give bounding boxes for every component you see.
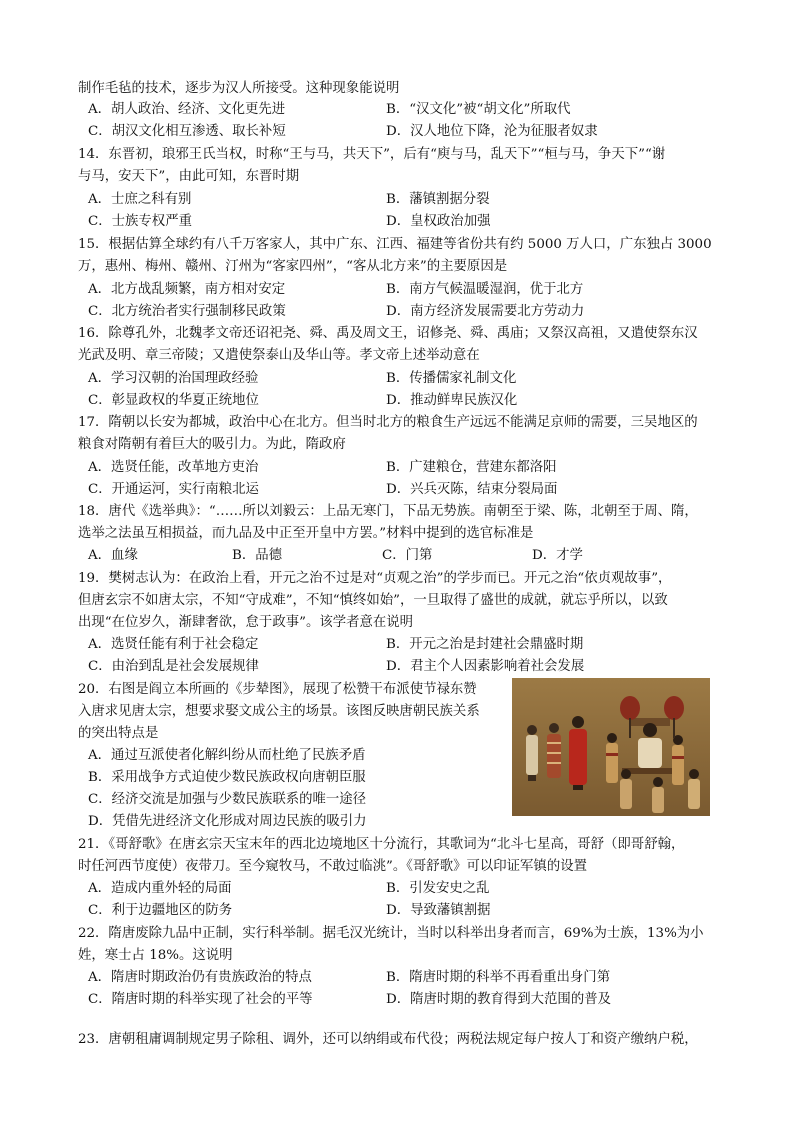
q16-stem-line2: 光武及明、章三帝陵；又遣使祭泰山及华山等。孝文帝上述举动意在 — [78, 348, 480, 363]
q15-option-d: D．南方经济发展需要北方劳动力 — [386, 304, 585, 319]
q16-option-d: D．推动鲜卑民族汉化 — [386, 393, 518, 408]
q14-stem-line2: 与马，安天下”，由此可知，东晋时期 — [78, 169, 300, 184]
q15-option-a: A．北方战乱频繁，南方相对安定 — [88, 282, 286, 297]
q19-option-c: C．由治到乱是社会发展规律 — [88, 659, 259, 674]
q14-option-b: B．藩镇割据分裂 — [386, 192, 490, 207]
q16-stem-line1: 16．除尊孔外，北魏孝文帝还诏祀尧、舜、禹及周文王，诏修尧、舜、禹庙；又祭汉高祖，又遣使祭东汉 — [78, 326, 698, 341]
q20-option-c: C．经济交流是加强与少数民族联系的唯一途径 — [88, 792, 367, 807]
q18-option-d: D．才学 — [532, 548, 583, 563]
q20-stem-line1: 20．右图是阎立本所画的《步辇图》，展现了松赞干布派使节禄东赞 — [78, 682, 477, 697]
q19-stem-line3: 出现“在位岁久，渐肆奢欲，怠于政事”。该学者意在说明 — [78, 615, 414, 630]
q15-option-b: B．南方气候温暖湿润，优于北方 — [386, 282, 584, 297]
q18-option-c: C．门第 — [382, 548, 433, 563]
q20-option-b: B．采用战争方式迫使少数民族政权向唐朝臣服 — [88, 770, 366, 785]
q14-option-c: C．士族专权严重 — [88, 214, 192, 229]
q16-option-c: C．彰显政权的华夏正统地位 — [88, 393, 259, 408]
q15-option-c: C．北方统治者实行强制移民政策 — [88, 304, 286, 319]
q19-option-d: D．君主个人因素影响着社会发展 — [386, 659, 585, 674]
q19-option-a: A．选贤任能有利于社会稳定 — [88, 637, 259, 652]
q14-option-d: D．皇权政治加强 — [386, 214, 491, 229]
q20-option-a: A．通过互派使者化解纠纷从而杜绝了民族矛盾 — [88, 748, 366, 763]
q19-stem-line2: 但唐玄宗不如唐太宗，不知“守成难”，不知“慎终如始”，一旦取得了盛世的成就，就忘乎所以，以致 — [78, 593, 668, 608]
q22-option-b: B．隋唐时期的科举不再看重出身门第 — [386, 970, 611, 985]
painting-figures — [512, 678, 710, 816]
q14-stem-line1: 14．东晋初，琅邪王氏当权，时称“王与马，共天下”，后有“庾与马，乱天下”“桓与马，争天下”“谢 — [78, 147, 666, 162]
q13-option-c: C．胡汉文化相互渗透、取长补短 — [88, 124, 286, 139]
q16-option-b: B．传播儒家礼制文化 — [386, 371, 517, 386]
q21-stem-line2: 时任河西节度使）夜带刀。至今窥牧马，不敢过临洮”。《哥舒歌》可以印证军镇的设置 — [78, 859, 587, 874]
q13-option-d: D．汉人地位下降，沦为征服者奴隶 — [386, 124, 598, 139]
q15-stem-line1: 15．根据估算全球约有八千万客家人，其中广东、江西、福建等省份共有约 5000 万人口，广东独占 3000 — [78, 237, 712, 252]
q22-stem-line1: 22．隋唐废除九品中正制，实行科举制。据毛汉光统计，当时以科举出身者而言，69%为士族，13%为小 — [78, 926, 704, 941]
q18-stem-line2: 选举之法虽互相损益，而九品及中正至开皇中方罢。”材料中提到的选官标准是 — [78, 526, 534, 541]
q22-stem-line2: 姓，寒士占 18%。这说明 — [78, 948, 233, 963]
q21-option-c: C．利于边疆地区的防务 — [88, 903, 233, 918]
q22-option-d: D．隋唐时期的教育得到大范围的普及 — [386, 992, 611, 1007]
q15-stem-line2: 万，惠州、梅州、赣州、汀州为“客家四州”，“客从北方来”的主要原因是 — [78, 259, 508, 274]
q13-option-a: A．胡人政治、经济、文化更先进 — [88, 102, 286, 117]
q21-option-b: B．引发安史之乱 — [386, 881, 490, 896]
q17-stem-line2: 粮食对隋朝有着巨大的吸引力。为此，隋政府 — [78, 437, 346, 452]
q18-option-a: A．血缘 — [88, 548, 138, 563]
q23-stem-line1: 23．唐朝租庸调制规定男子除租、调外，还可以纳绢或布代役；两税法规定每户按人丁和资产缴纳户税， — [78, 1032, 698, 1047]
q13-stem: 制作毛毡的技术，逐步为汉人所接受。这种现象能说明 — [78, 81, 400, 96]
q16-option-a: A．学习汉朝的治国理政经验 — [88, 371, 259, 386]
q19-stem-line1: 19．樊树志认为：在政治上看，开元之治不过是对“贞观之治”的学步而已。开元之治“依贞观故事”， — [78, 571, 672, 586]
q20-option-d: D．凭借先进经济文化形成对周边民族的吸引力 — [88, 814, 367, 829]
q22-option-c: C．隋唐时期的科举实现了社会的平等 — [88, 992, 313, 1007]
q21-option-d: D．导致藩镇割据 — [386, 903, 491, 918]
q17-option-b: B．广建粮仓，营建东都洛阳 — [386, 460, 557, 475]
q18-stem-line1: 18．唐代《选举典》：“……所以刘毅云：上品无寒门，下品无势族。南朝至于梁、陈，北朝至于周、隋， — [78, 504, 698, 519]
q17-stem-line1: 17．隋朝以长安为都城，政治中心在北方。但当时北方的粮食生产远远不能满足京师的需要，三吴地区的 — [78, 415, 698, 430]
q22-option-a: A．隋唐时期政治仍有贵族政治的特点 — [88, 970, 312, 985]
bunian-tu-painting — [512, 678, 710, 816]
q17-option-d: D．兴兵灭陈，结束分裂局面 — [386, 482, 558, 497]
q14-option-a: A．士庶之科有别 — [88, 192, 192, 207]
q20-stem-line3: 的突出特点是 — [78, 726, 159, 741]
q20-stem-line2: 入唐求见唐太宗，想要求娶文成公主的场景。该图反映唐朝民族关系 — [78, 704, 480, 719]
q17-option-c: C．开通运河，实行南粮北运 — [88, 482, 259, 497]
q17-option-a: A．选贤任能，改革地方吏治 — [88, 460, 259, 475]
q18-option-b: B．品德 — [232, 548, 283, 563]
q13-option-b: B．“汉文化”被“胡文化”所取代 — [386, 102, 571, 117]
q21-option-a: A．造成内重外轻的局面 — [88, 881, 232, 896]
q19-option-b: B．开元之治是封建社会鼎盛时期 — [386, 637, 584, 652]
q21-stem-line1: 21．《哥舒歌》在唐玄宗天宝末年的西北边境地区十分流行，其歌词为“北斗七星高，哥舒（即哥舒翰， — [78, 837, 685, 852]
